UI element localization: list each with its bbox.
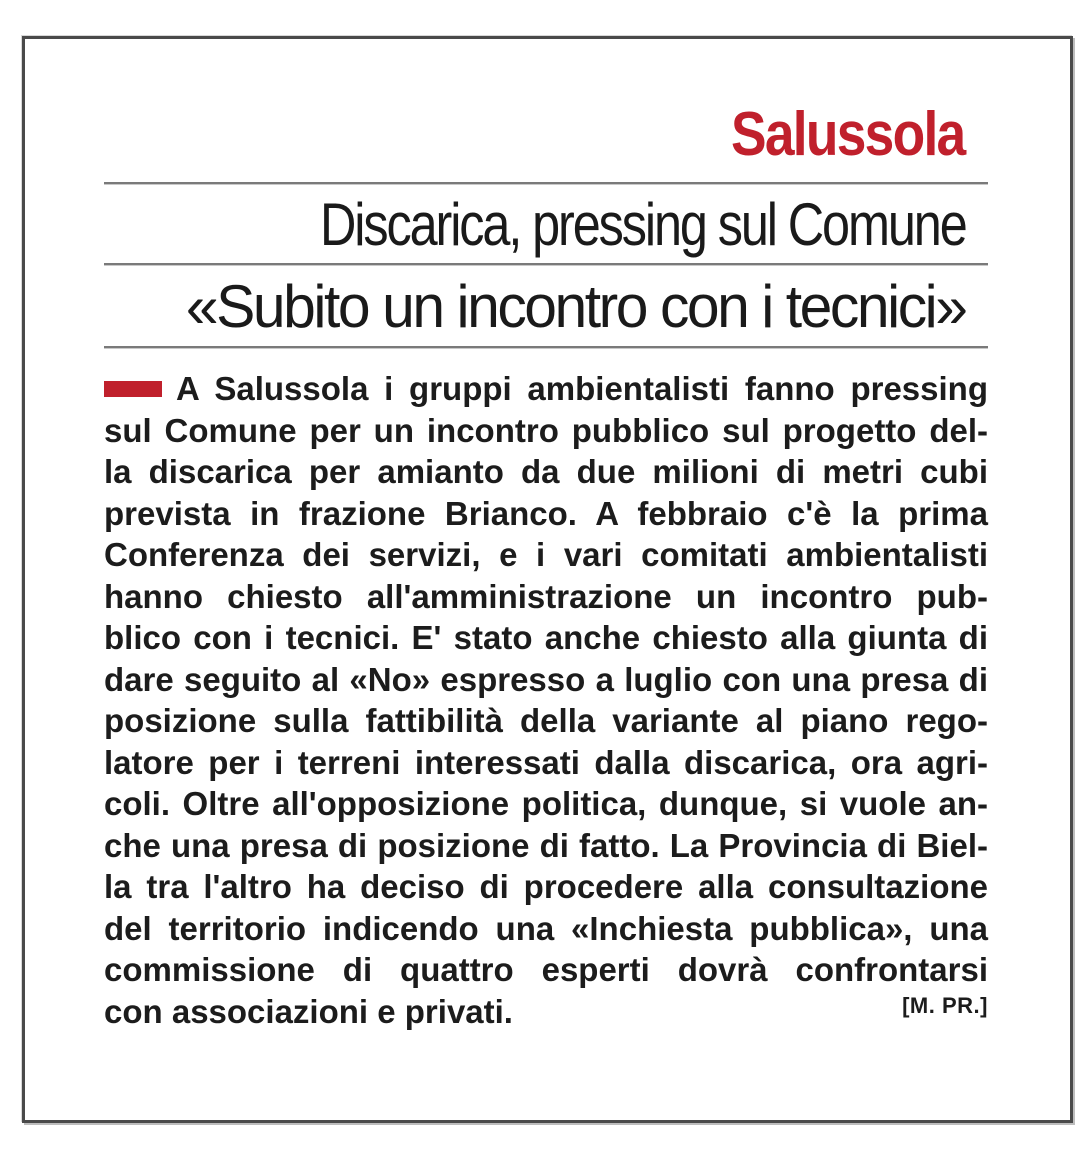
headline-line-1: Discarica, pressing sul Comune [320,191,966,258]
body-line: A Salussola i gruppi ambientalisti fanno pressing [104,368,988,410]
body-line: con associazioni e privati. [M. PR.] [104,991,988,1033]
body-line: Conferenza dei servizi, e i vari comitati ambientalisti [104,536,988,573]
body-line: prevista in frazione Brianco. A febbraio c'è la prima [104,494,988,532]
body-line: commissione di quattro esperti dovrà confrontarsi [104,951,988,988]
body-line: hanno chiesto all'amministrazione un incontro pub- [104,577,988,615]
divider-rule [104,182,988,185]
divider-rule [104,346,988,349]
body-line: coli. Oltre all'opposizione politica, dunque, si vuole an- [104,785,988,822]
divider-rule [104,263,988,266]
section-title: Salussola [730,100,964,169]
byline: [M. PR.] [902,992,988,1018]
body-line: del territorio indicendo una «Inchiesta pubblica», una [104,909,988,947]
body-line: sul Comune per un incontro pubblico sul progetto del- [104,411,988,449]
body-line: latore per i terreni interessati dalla discarica, ora agri- [104,743,988,781]
article-body [104,368,988,1032]
body-line: la tra l'altro ha deciso di procedere alla consultazione [104,868,988,905]
body-line: posizione sulla fattibilità della variante al piano rego- [104,702,988,739]
body-line: dare seguito al «No» espresso a luglio con una presa di [104,660,988,698]
body-line: che una presa di posizione di fatto. La Provincia di Biel- [104,826,988,864]
body-line: la discarica per amianto da due milioni di metri cubi [104,453,988,490]
headline-line-2: «Subito un incontro con i tecnici» [186,273,966,340]
body-line: blico con i tecnici. E' stato anche chiesto alla giunta di [104,619,988,656]
section-marker-icon [104,381,162,397]
